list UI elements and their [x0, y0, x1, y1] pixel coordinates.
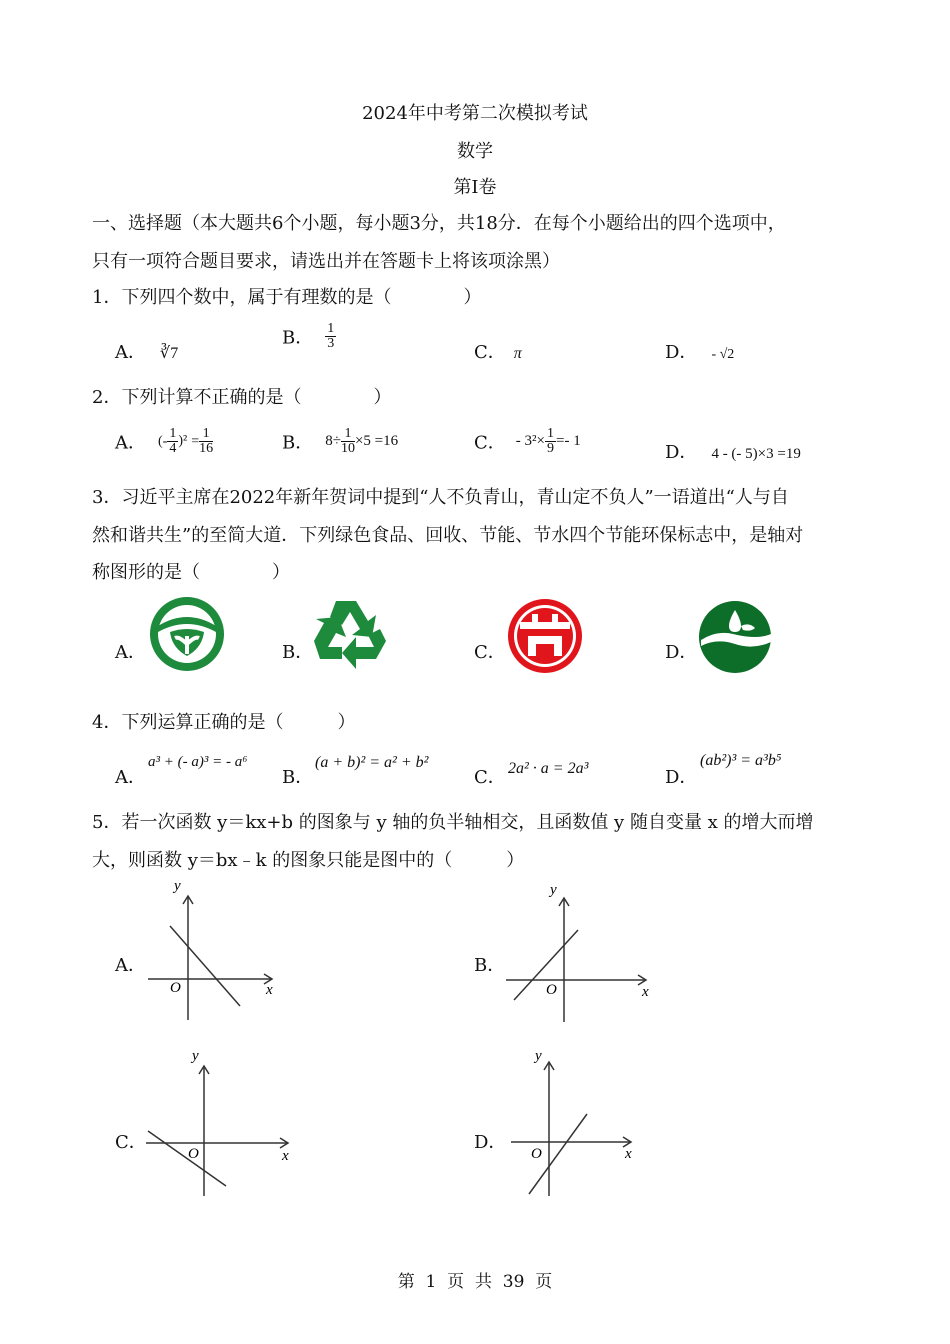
q2-c-suffix: =- 1 — [555, 433, 581, 449]
q2-a-fraction — [167, 427, 178, 456]
q5-option-d-label: D． — [474, 1132, 507, 1153]
q4-option-c-label: C． — [474, 767, 506, 788]
q4-option-a-label: A． — [115, 767, 146, 788]
q2-b-suffix: ×5 =16 — [354, 433, 399, 449]
energy-saving-logo-icon — [506, 598, 584, 674]
q5-option-a-label: A． — [115, 955, 146, 976]
q2-a-close: )² — [178, 433, 188, 449]
q2-c-denominator: 9 — [546, 441, 554, 456]
q5-graph-d — [505, 1046, 655, 1198]
q1-option-d — [665, 338, 734, 364]
q2-b-numerator: 1 — [341, 427, 355, 442]
q5-option-b-label: B． — [474, 955, 506, 976]
q5-b-origin: O — [546, 982, 557, 998]
question-3-line3: 称图形的是（ ） — [92, 562, 290, 583]
q2-option-a — [115, 427, 213, 456]
q2-option-b-label: B． — [282, 432, 314, 454]
q3-option-b-label: B． — [282, 642, 314, 663]
q2-c-fraction — [545, 427, 556, 456]
q4-option-d-math: (ab²)³ = a³b⁵ — [700, 752, 782, 769]
question-3-line1: 3．习近平主席在2022年新年贺词中提到“人不负青山，青山定不负人”一语道出“人与自 — [92, 487, 789, 508]
q1-option-a-label: A． — [115, 342, 146, 363]
question-5-line1: 5．若一次函数 y＝kx+b 的图象与 y 轴的负半轴相交，且函数值 y 随自变量 x 的增大而增 — [92, 812, 814, 833]
q5-a-origin: O — [170, 980, 181, 996]
q4-option-a-math: a³ + (- a)³ = - a⁶ — [148, 754, 248, 770]
q5-d-axis-y: y — [535, 1048, 542, 1064]
water-saving-logo-icon — [697, 600, 773, 674]
q2-option-c-label: C． — [474, 432, 506, 454]
section-instructions-line2: 只有一项符合题目要求，请选出并在答题卡上将该项涂黑） — [92, 251, 560, 272]
question-5-line2: 大，则函数 y＝bx﹣k 的图象只能是图中的（ ） — [92, 850, 525, 871]
q1-b-denominator: 3 — [327, 336, 335, 351]
q2-c-numerator: 1 — [546, 426, 554, 441]
q2-b-prefix: 8÷ — [325, 433, 341, 449]
question-1-stem: 1．下列四个数中，属于有理数的是（ ） — [92, 287, 482, 308]
q2-b-fraction — [341, 427, 355, 456]
q1-option-b-label: B． — [282, 327, 314, 349]
q1-option-c-math: π — [513, 345, 522, 362]
question-2-stem: 2．下列计算不正确的是（ ） — [92, 387, 392, 408]
q2-option-b — [282, 427, 398, 456]
q1-option-a — [115, 338, 178, 364]
q5-graph-c — [142, 1046, 302, 1198]
q3-option-a-label: A． — [115, 642, 146, 663]
q2-option-d — [665, 438, 801, 464]
q2-a-result-denominator: 16 — [199, 441, 214, 456]
q5-b-axis-x: x — [642, 984, 649, 1000]
q4-option-d-label: D． — [665, 767, 698, 788]
q2-a-numerator: 1 — [169, 426, 177, 441]
q2-a-denominator: 4 — [169, 441, 177, 456]
green-food-logo-icon — [148, 596, 226, 672]
q1-option-b — [282, 322, 336, 351]
page-footer: 第 1 页 共 39 页 — [397, 1272, 553, 1292]
question-4-stem: 4．下列运算正确的是（ ） — [92, 712, 356, 733]
q3-option-d-label: D． — [665, 642, 698, 663]
q2-option-d-label: D． — [665, 442, 698, 463]
question-3-line2: 然和谐共生”的至简大道．下列绿色食品、回收、节能、节水四个节能环保标志中，是轴对 — [92, 525, 804, 546]
q2-a-equals: = — [191, 433, 200, 449]
q1-option-d-math: - √2 — [711, 347, 735, 362]
q5-graph-a — [140, 880, 290, 1025]
recycle-logo-icon — [314, 597, 390, 669]
q4-option-b-math: (a + b)² = a² + b² — [315, 754, 429, 771]
q1-option-a-math: ∛7 — [160, 345, 179, 362]
q5-d-axis-x: x — [625, 1146, 632, 1162]
q5-a-axis-x: x — [266, 982, 273, 998]
q5-a-axis-y: y — [174, 880, 181, 894]
exam-title: 2024年中考第二次模拟考试 — [362, 103, 588, 124]
q5-d-origin: O — [531, 1146, 542, 1162]
q1-option-c — [474, 338, 522, 364]
q2-option-c — [474, 427, 581, 456]
q1-option-b-fraction — [325, 322, 336, 351]
q2-a-result-numerator: 1 — [199, 427, 213, 442]
q5-c-origin: O — [188, 1146, 199, 1162]
q1-option-c-label: C． — [474, 342, 506, 363]
q4-option-c-math: 2a² · a = 2a³ — [508, 760, 589, 777]
q5-b-axis-y: y — [550, 882, 557, 898]
subject-title: 数学 — [457, 141, 493, 162]
q2-b-denominator: 10 — [340, 441, 355, 456]
section-instructions-line1: 一、选择题（本大题共6个小题，每小题3分，共18分．在每个小题给出的四个选项中， — [92, 213, 786, 234]
q2-option-a-label: A． — [115, 432, 146, 454]
q5-c-axis-y: y — [192, 1048, 199, 1064]
q2-c-prefix: - 3²× — [515, 433, 545, 449]
q2-a-result-fraction — [199, 427, 213, 456]
q3-option-c-label: C． — [474, 642, 506, 663]
q5-graph-b — [500, 882, 660, 1027]
q5-option-c-label: C． — [115, 1132, 147, 1153]
q1-b-numerator: 1 — [327, 321, 335, 336]
q2-a-open: (- — [158, 433, 168, 449]
q1-option-d-label: D． — [665, 342, 698, 363]
q5-c-axis-x: x — [282, 1148, 289, 1164]
q2-option-d-math: 4 - (- 5)×3 =19 — [711, 446, 801, 462]
q4-option-b-label: B． — [282, 767, 314, 788]
volume-title: 第Ⅰ卷 — [453, 177, 497, 198]
